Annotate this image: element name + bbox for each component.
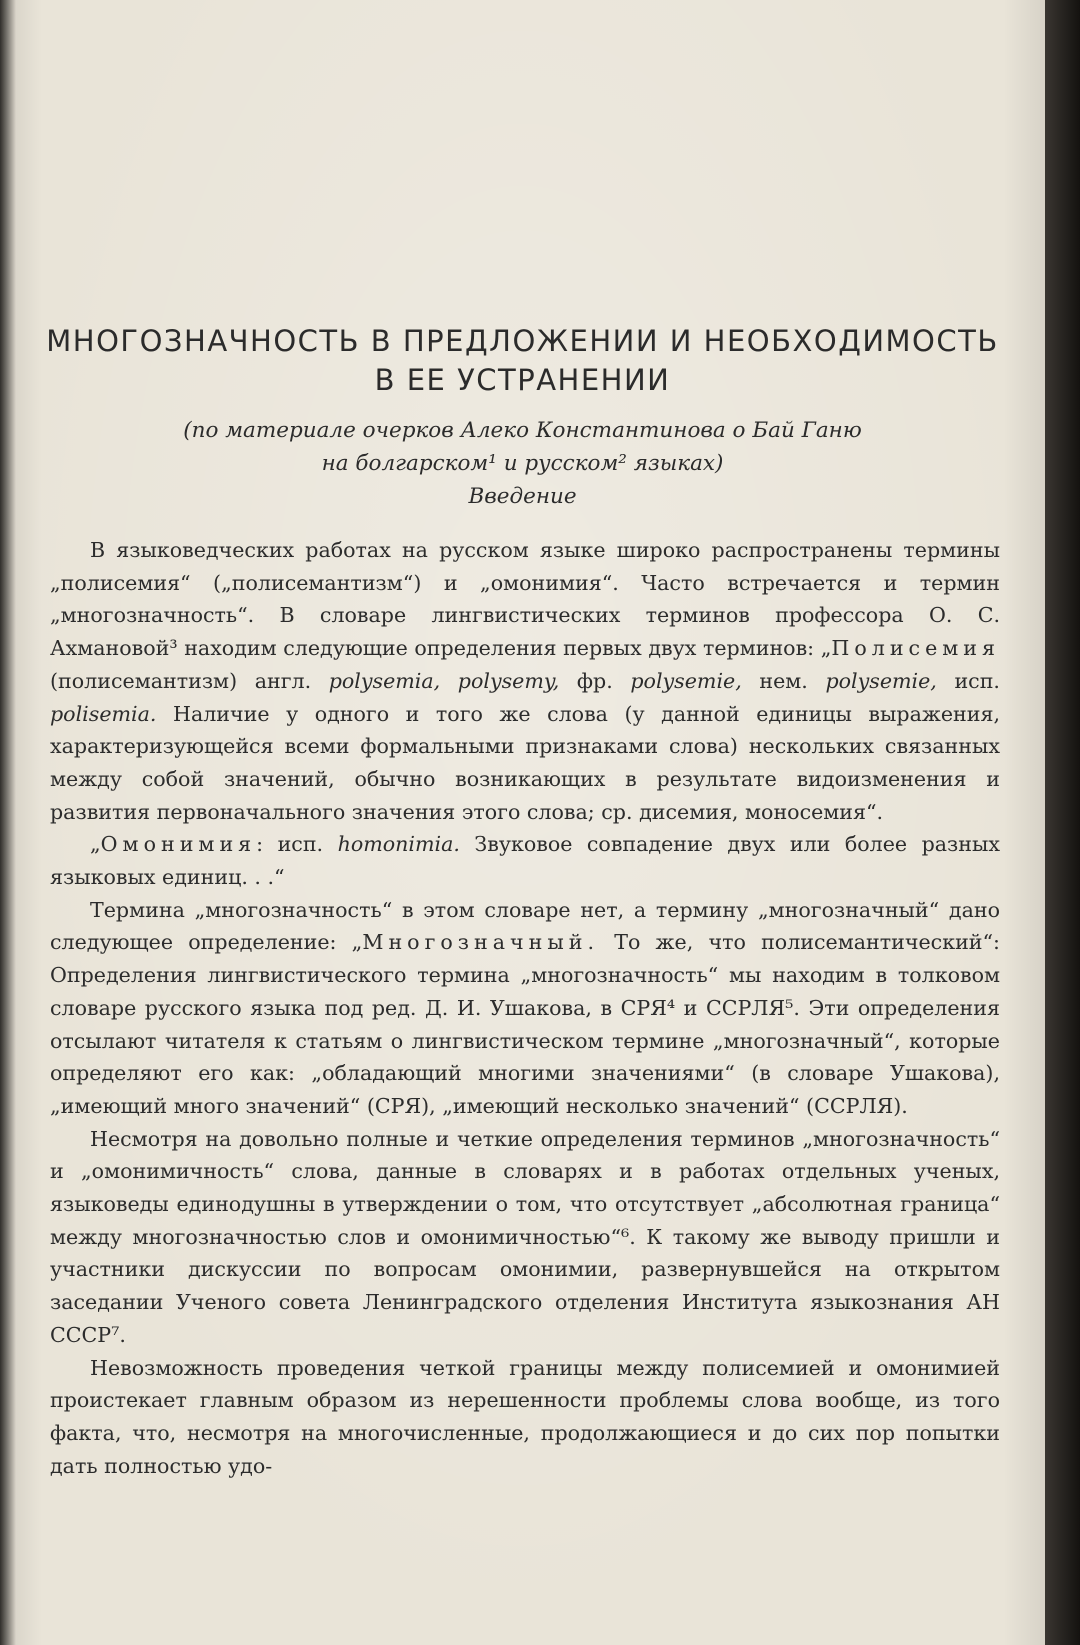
scan-right-edge — [1045, 0, 1080, 1645]
paragraph-2-text-b: : исп. — [256, 832, 338, 857]
paragraph-2-text-c: Звуковое совпадение двух или более разных языковых единиц. . .“ — [50, 832, 1000, 890]
paragraph-5: Невозможность проведения четкой границы между полисемией и омонимией проистекает главным образом из нерешенности проблемы слова вообще, из того факта, что, несмотря на многочисленные, продолжающиеся и до сих пор попытки дать полностью удо- — [50, 1355, 1000, 1478]
term-spanish-homonimia: homonimia. — [337, 832, 460, 857]
paragraph-1-text-c: фр. — [559, 668, 631, 693]
paragraph-2-text-a: „ — [90, 832, 101, 857]
article-title-line-1: МНОГОЗНАЧНОСТЬ В ПРЕДЛОЖЕНИИ И НЕОБХОДИМОСТЬ — [46, 324, 999, 358]
article-subtitle-line-2: на болгарском¹ и русском² языках) — [321, 451, 724, 476]
paragraph-2 — [50, 828, 1000, 893]
article-subtitle-line-1: (по материале очерков Алеко Константинова о Бай Ганю — [183, 418, 862, 443]
article-title-line-2: В ЕЕ УСТРАНЕНИИ — [374, 363, 671, 397]
article-subtitle — [0, 414, 1045, 480]
paragraph-3-text-a: Термина „многозначность“ в этом словаре нет, а термину „многозначный“ дано следующее определение: „ — [50, 897, 1000, 955]
paragraph-3-text-b: То же, что полисемантический“: Определения лингвистического термина „многозначность“ мы находим в толковом словаре русского языка под ред. Д. И. Ушакова, в СРЯ⁴ и ССРЛЯ⁵. Эти определения отсылают читателя к статьям о лингвистическом термине „многозначный“, которые определяют его как: „обладающий многими значениями“ (в словаре Ушакова), „имеющий много значений“ (СРЯ), „имеющий несколько значений“ (ССРЛЯ). — [50, 930, 1000, 1118]
term-french: polysemie, — [630, 668, 742, 693]
term-german: polysemie, — [825, 668, 937, 693]
binding-shadow — [0, 0, 16, 1645]
term-english: polysemia, polysemy, — [328, 668, 560, 693]
paragraph-1-text-b: (полисемантизм) англ. — [50, 668, 329, 693]
paragraph-1-text-e: исп. — [936, 668, 1000, 693]
paragraph-1-text-d: нем. — [741, 668, 826, 693]
article-body — [50, 534, 1000, 1482]
paragraph-1-text-f: Наличие у одного и того же слова (у данной единицы выражения, характеризующейся всеми формальными признаками слова) нескольких связанных между собой значений, обычно возникающих в результате видоизменения и развития первоначального значения этого слова; ср. дисемия, моносемия“. — [50, 701, 1000, 824]
section-heading: Введение — [468, 484, 577, 509]
term-polyvalent: Многозначный. — [362, 930, 599, 955]
paragraph-3 — [50, 894, 1000, 1123]
paragraph-1-text-a: В языковедческих работах на русском языке широко распространены термины „полисемия“ („полисемантизм“) и „омонимия“. Часто встречается и термин „многозначность“. В словаре лингвистических терминов профессора О. С. Ахмановой³ находим следующие определения первых двух терминов: „ — [50, 538, 1000, 661]
term-homonymy: Омонимия — [100, 832, 257, 857]
article-title — [0, 322, 1045, 400]
article-header — [0, 322, 1045, 513]
paragraph-4: Несмотря на довольно полные и четкие определения терминов „многозначность“ и „омонимичность“ слова, данные в словарях и в работах отдельных ученых, языковеды единодушны в утверждении о том, что отсутствует „абсолютная граница“ между многозначностью слов и омонимичностью“⁶. К такому же выводу пришли и участники дискуссии по вопросам омонимии, развернувшейся на открытом заседании Ученого совета Ленинградского отделения Института языкознания АН СССР⁷. — [50, 1126, 1000, 1347]
term-spanish: polisemia. — [50, 701, 157, 726]
term-polysemy: Полисемия — [831, 636, 1000, 661]
paragraph-1 — [50, 534, 1000, 828]
